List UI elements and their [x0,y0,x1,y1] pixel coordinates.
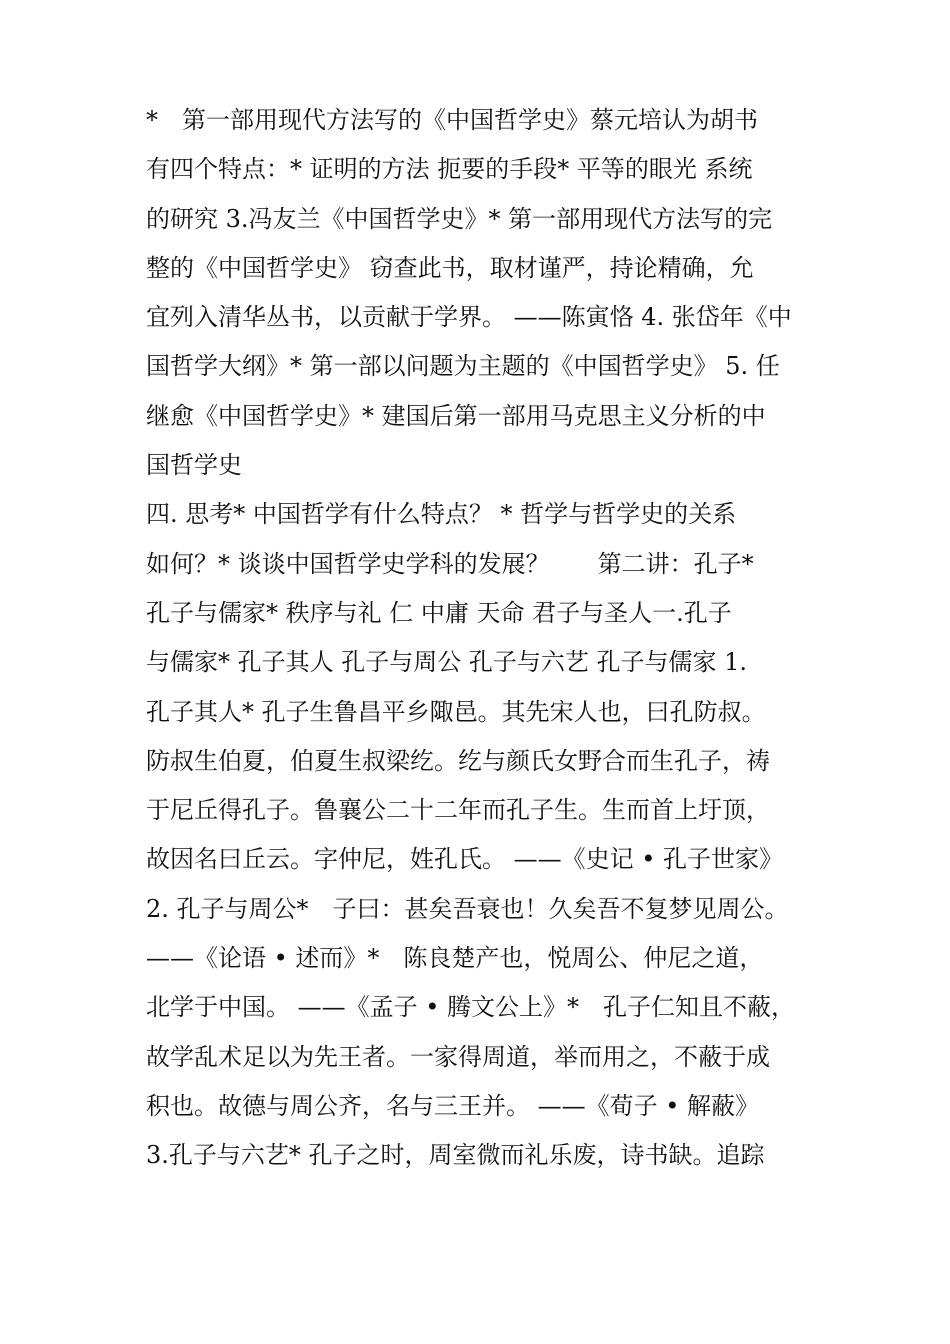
text-line: 四. 思考* 中国哲学有什么特点？ * 哲学与哲学史的关系 [146,500,737,529]
text-line: 如何？* 谈谈中国哲学史学科的发展？ 第二讲：孔子* [146,549,754,578]
text-line: 故学乱术足以为先王者。一家得周道，举而用之，不蔽于成 [146,1042,770,1071]
text-line: 北学于中国。 ——《孟子 • 腾文公上》* 孔子仁知且不蔽， [146,993,796,1022]
text-line: 的研究 3.冯友兰《中国哲学史》* 第一部用现代方法写的完 [146,204,773,233]
text-line: 2. 孔子与周公* 子曰：甚矣吾衰也！久矣吾不复梦见周公。 [146,894,789,923]
body-text [146,96,816,1181]
text-line: 国哲学大纲》* 第一部以问题为主题的《中国哲学史》 5. 任 [146,352,780,381]
text-line: 整的《中国哲学史》 窃查此书，取材谨严，持论精确，允 [146,253,754,282]
text-line: 宜列入清华丛书，以贡献于学界。 ——陈寅恪 4. 张岱年《中 [146,303,792,332]
text-line: 防叔生伯夏，伯夏生叔梁纥。纥与颜氏女野合而生孔子，祷 [146,746,770,775]
text-line: 有四个特点：* 证明的方法 扼要的手段* 平等的眼光 系统 [146,155,753,184]
text-line: 孔子与儒家* 秩序与礼 仁 中庸 天命 君子与圣人一.孔子 [146,598,732,627]
text-line: 国哲学史 [146,451,242,480]
text-line: 故因名曰丘云。字仲尼，姓孔氏。 ——《史记 • 孔子世家》 [146,845,784,874]
text-line: * 第一部用现代方法写的《中国哲学史》蔡元培认为胡书 [146,106,758,134]
text-line: 于尼丘得孔子。鲁襄公二十二年而孔子生。生而首上圩顶， [146,796,770,825]
text-line: 积也。故德与周公齐，名与三王并。 ——《荀子 • 解蔽》 [146,1091,760,1120]
text-line: 与儒家* 孔子其人 孔子与周公 孔子与六艺 孔子与儒家 1. [146,648,748,677]
text-line: 继愈《中国哲学史》* 建国后第一部用马克思主义分析的中 [146,401,766,430]
text-line: 孔子其人* 孔子生鲁昌平乡陬邑。其先宋人也，曰孔防叔。 [146,697,766,726]
text-line: 3.孔子与六艺* 孔子之时，周室微而礼乐废，诗书缺。追踪 [146,1141,765,1170]
text-line: ——《论语 • 述而》* 陈良楚产也，悦周公、仲尼之道， [146,944,764,973]
